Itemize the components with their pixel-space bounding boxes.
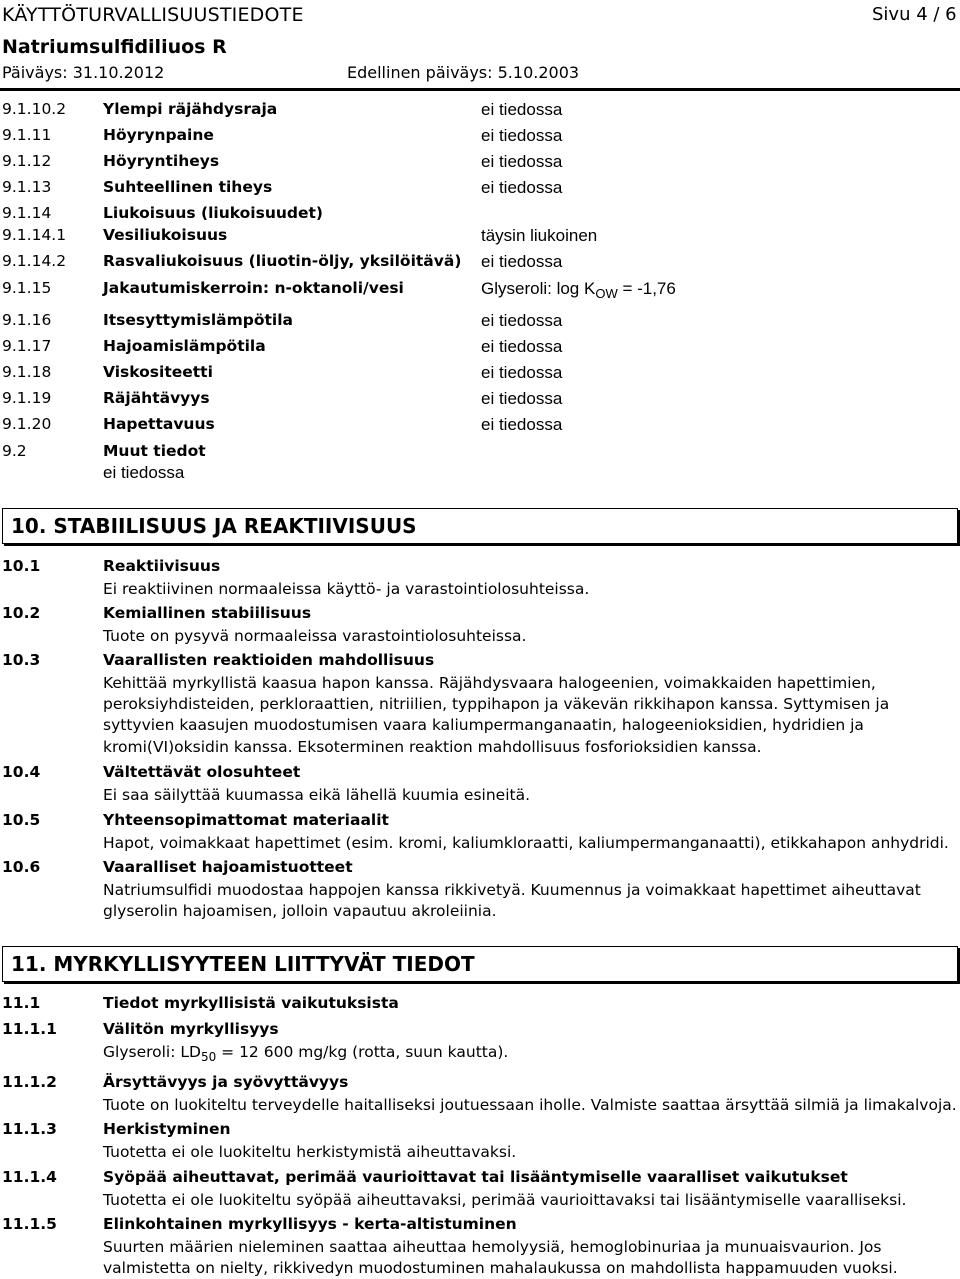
section-11-heading: 11. MYRKYLLISYYTEEN LIITTYVÄT TIEDOT xyxy=(2,946,958,982)
property-number: 9.1.16 xyxy=(2,311,52,329)
property-number: 9.1.18 xyxy=(2,363,52,381)
property-number: 9.1.19 xyxy=(2,389,52,407)
property-value: ei tiedossa xyxy=(481,126,563,145)
property-row xyxy=(0,252,960,274)
property-number: 9.1.20 xyxy=(2,415,52,433)
property-row xyxy=(0,204,960,226)
property-label: Vesiliukoisuus xyxy=(103,226,228,244)
property-number: 9.1.15 xyxy=(2,279,52,297)
property-row xyxy=(0,389,960,411)
property-row xyxy=(0,337,960,359)
property-value: Glyseroli: $\log K_{OW} = -1,76$ xyxy=(481,279,676,301)
property-row xyxy=(0,442,960,464)
section-10-heading: 10. STABIILISUUS JA REAKTIIVISUUS xyxy=(2,508,958,544)
property-number: 9.2 xyxy=(2,442,27,460)
property-value: ei tiedossa xyxy=(481,415,563,434)
property-label: Höyrynpaine xyxy=(103,126,214,144)
property-value: ei tiedossa xyxy=(481,311,563,330)
property-value: ei tiedossa xyxy=(481,252,563,271)
issue-date: Päiväys: 31.10.2012 xyxy=(2,63,165,82)
page-number: Sivu 4 / 6 xyxy=(872,4,957,25)
property-label: Jakautumiskerroin: n-oktanoli/vesi xyxy=(103,279,404,297)
property-number: 9.1.14.2 xyxy=(2,252,67,270)
property-number: 9.1.14.1 xyxy=(2,226,67,244)
property-label: Räjähtävyys xyxy=(103,389,210,407)
property-value: ei tiedossa xyxy=(481,100,563,119)
property-value: ei tiedossa xyxy=(103,463,185,482)
property-value: ei tiedossa xyxy=(481,363,563,382)
property-label: Ylempi räjähdysraja xyxy=(103,100,278,118)
property-label: Itsesyttymislämpötila xyxy=(103,311,294,329)
property-value: ei tiedossa xyxy=(481,337,563,356)
property-row xyxy=(0,279,960,301)
property-row xyxy=(0,311,960,333)
property-value: täysin liukoinen xyxy=(481,226,598,245)
previous-date: Edellinen päiväys: 5.10.2003 xyxy=(347,63,580,82)
document-title: KÄYTTÖTURVALLISUUSTIEDOTE xyxy=(2,4,304,26)
product-name: Natriumsulfidiliuos R xyxy=(2,36,227,58)
property-value: ei tiedossa xyxy=(481,178,563,197)
property-row xyxy=(0,126,960,148)
property-number: 9.1.11 xyxy=(2,126,52,144)
property-row xyxy=(0,178,960,200)
property-label: Rasvaliukoisuus (liuotin-öljy, yksilöitävä) xyxy=(103,252,462,270)
property-label: Hajoamislämpötila xyxy=(103,337,266,355)
property-number: 9.1.14 xyxy=(2,204,52,222)
property-label: Hapettavuus xyxy=(103,415,215,433)
sds-page: KÄYTTÖTURVALLISUUSTIEDOTE Sivu 4 / 6 Natriumsulfidiliuos R Päiväys: 31.10.2012 Edellinen päiväys: 5.10.2003 9.1.10.2 Ylempi räjähdysraja ei tiedossa 9.1.11 Höyrynpaine ei tiedossa 9.1.12 Höyryntiheys ei tiedossa 9.1.13 Suhteellinen tiheys ei tiedossa 9.1.14 Liukoisuus (liukoisuudet) 9.1.14.1 Vesiliukoisuus täysin liukoinen 9.1.14.2 Rasvaliukoisuus (liuotin-öljy, yksilöitävä) ei tiedossa 9.1.15 Jakautumiskerroin: n-oktanoli/vesi Glyseroli: $\log K_{OW} = -1,76$ 9.1.16 Itsesyttymislämpötila ei tiedossa 9.1.17 Hajoamislämpötila ei tiedossa 9.1.18 Viskositeetti ei tiedossa 9.1.19 Räjähtävyys ei tiedossa 9.1.20 Hapettavuus ei tiedossa 9.2 Muut tiedot ei tiedossa 10. STABIILISUUS JA REAKTIIVISUUS 10.1 Reaktiivisuus Ei reaktiivinen normaaleissa käyttö- ja varastointiolosuhteissa. 10.2 Kemiallinen stabiilisuus Tuote on pysyvä normaaleissa varastointiolosuhteissa. 10.3 Vaarallisten reaktioiden mahdollisuus Kehittää myrkyllistä kaasua hapon kanssa. Räjähdysvaara halogeenien, voimakkaiden hapettimien, peroksiyhdisteiden, perkloraattien, nitriilien, typpihapon ja väkevän rikkihapon kanssa. Syttymisen ja syttyvien kaasujen muodostumisen vaara kaliumpermanganaatin, halogeenioksidien, hydridien ja kromi(VI)oksidin kanssa. Eksoterminen reaktion mahdollisuus fosforioksidien kanssa. 10.4 Vältettävät olosuhteet Ei saa säilyttää kuumassa eikä lähellä kuumia esineitä. 10.5 Yhteensopimattomat materiaalit Hapot, voimakkaat hapettimet (esim. kromi, kaliumkloraatti, kaliumpermanganaatti), etikkahapon anhydridi. 10.6 Vaaralliset hajoamistuotteet Natriumsulfidi muodostaa happojen kanssa rikkivetyä. Kuumennus ja voimakkaat hapettimet aiheuttavat glyserolin hajoamisen, jolloin vapautuu akroleiinia. 11. MYRKYLLISYYTEEN LIITTYVÄT TIEDOT 11.1 Tiedot myrkyllisistä vaikutuksista 11.1.1 Välitön myrkyllisyys Glyseroli: $LD_{50} = 12$ 600 mg/kg (rotta, suun kautta). 11.1.2 Ärsyttävyys ja syövyttävyys Tuote on luokiteltu terveydelle haitalliseksi joutuessaan iholle. Valmiste saattaa ärsyttää silmiä ja limakalvoja. 11.1.3 Herkistyminen Tuotetta ei ole luokiteltu herkistymistä aiheuttavaksi. 11.1.4 Syöpää aiheuttavat, perimää vaurioittavat tai lisääntymiselle vaaralliset vaikutukset Tuotetta ei ole luokiteltu syöpää aiheuttavaksi, perimää vaurioittavaksi tai lisääntymiselle vaaralliseksi. 11.1.5 Elinkohtainen myrkyllisyys - kerta-altistuminen Suurten määrien nieleminen saattaa aiheuttaa hemolyysiä, hemoglobinuriaa ja munuaisvaurion. Jos valmistetta on nielty, rikkivedyn muodostuminen mahalaukussa on mahdollista happamuuden vuoksi. xyxy=(0,0,960,1279)
property-number: 9.1.12 xyxy=(2,152,52,170)
property-row xyxy=(0,100,960,122)
property-value: ei tiedossa xyxy=(481,389,563,408)
property-label: Liukoisuus (liukoisuudet) xyxy=(103,204,323,222)
header-divider xyxy=(0,88,960,91)
property-row xyxy=(0,415,960,437)
property-number: 9.1.10.2 xyxy=(2,100,67,118)
property-number: 9.1.13 xyxy=(2,178,52,196)
property-number: 9.1.17 xyxy=(2,337,52,355)
property-value: ei tiedossa xyxy=(481,152,563,171)
property-row xyxy=(0,363,960,385)
property-label: Muut tiedot xyxy=(103,442,206,460)
property-label: Höyryntiheys xyxy=(103,152,220,170)
property-label: Suhteellinen tiheys xyxy=(103,178,273,196)
property-label: Viskositeetti xyxy=(103,363,213,381)
property-row xyxy=(0,152,960,174)
property-row xyxy=(0,226,960,248)
